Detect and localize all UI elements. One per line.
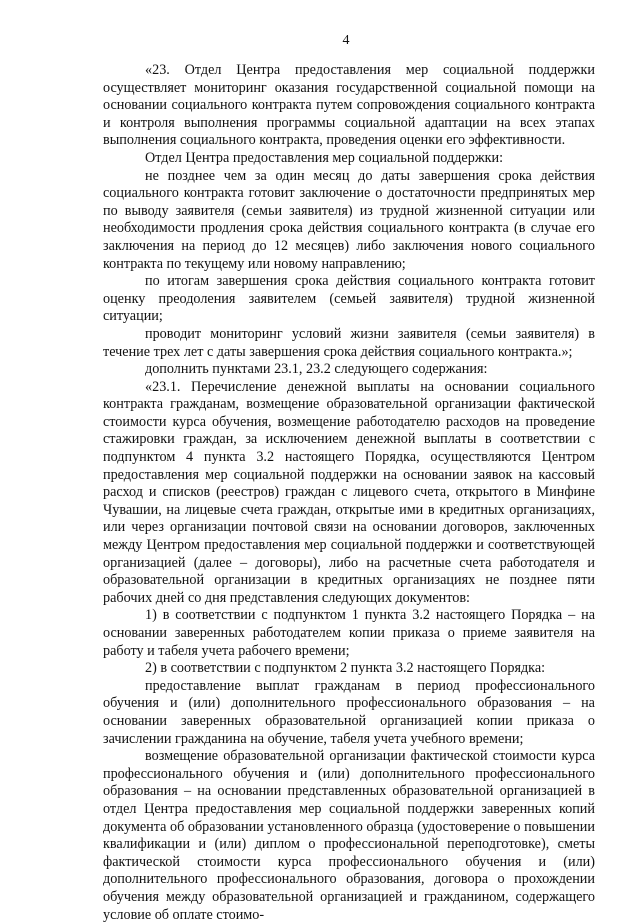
paragraph-23-1: «23.1. Перечисление денежной выплаты на основании социального контракта гражданам, возмещение образовательной организации фактической стоимости курса обучения, возмещение работодателю расходов на проведение стажировки граждан, за исключением денежной выплаты в соответствии с подпунктом 4 пункта 3.2 настоящего Порядка, осуществляются Центром предоставления мер социальной поддержки на основании заявок на кассовый расход и списков (реестров) граждан с лицевого счета, открытого в Минфине Чувашии, на лицевые счета граждан, открытые ими в кредитных организациях, или через организации почтовой связи на основании договоров, заключенных между Центром предоставления мер социальной поддержки и соответствующей организацией (далее – договоры), либо на расчетные счета работодателя и образовательной организации в кредитных организациях не позднее пяти рабочих дней со дня представления следующих документов: — [103, 378, 595, 606]
paragraph-payments-during-training: предоставление выплат гражданам в период профессионального обучения и (или) дополнительного профессионального образования – на основании заверенных образовательной организацией копии приказа о зачислении гражданина на обучение, табеля учета учебного времени; — [103, 677, 595, 747]
page-number: 4 — [342, 33, 350, 48]
paragraph-reimbursement: возмещение образовательной организации фактической стоимости курса профессионального обучения и (или) дополнительного профессионального образования – на основании представленных образовательной организацией в отдел Центра предоставления мер социальной поддержки заверенных копий документа об образовании установленного образца (удостоверение о повышении квалификации и (или) диплом о профессиональной переподготовке), сметы фактической стоимости курса профессионального обучения и (или) дополнительного профессионального образования, договора о прохождении обучения между образовательной организацией и гражданином, содержащего условие об оплате стоимо- — [103, 748, 595, 923]
paragraph-department-heading: Отдел Центра предоставления мер социальной поддержки: — [145, 149, 504, 166]
paragraph-amendment-intro: дополнить пунктами 23.1, 23.2 следующего содержания: — [145, 361, 488, 378]
paragraph-subitem-1: 1) в соответствии с подпунктом 1 пункта 3.2 настоящего Порядка – на основании заверенных работодателем копии приказа о приеме заявителя на работу и табеля учета рабочего времени; — [103, 607, 595, 659]
paragraph-subitem-2: 2) в соответствии с подпунктом 2 пункта 3.2 настоящего Порядка: — [145, 660, 546, 677]
paragraph-conclusion-deadline: не позднее чем за один месяц до даты завершения срока действия социального контракта готовит заключение о достаточности предпринятых мер по выводу заявителя (семьи заявителя) из трудной жизненной ситуации или необходимости продления срока действия социального контракта (в случае его заключения на период до 12 месяцев) либо заключения нового социального контракта по текущему или новому направлению; — [103, 167, 595, 272]
document-page — [103, 33, 595, 924]
paragraph-monitoring: проводит мониторинг условий жизни заявителя (семьи заявителя) в течение трех лет с даты завершения срока действия социального контракта.»; — [103, 325, 595, 360]
paragraph-23: «23. Отдел Центра предоставления мер социальной поддержки осуществляет мониторинг оказания государственной социальной помощи на основании социального контракта путем сопровождения социального контракта и контроля выполнения программы социальной адаптации на всех этапах выполнения социального контракта, проведения оценки его эффективности. — [103, 62, 595, 149]
paragraph-assessment: по итогам завершения срока действия социального контракта готовит оценку преодоления заявителем (семьей заявителя) трудной жизненной ситуации; — [103, 273, 595, 325]
